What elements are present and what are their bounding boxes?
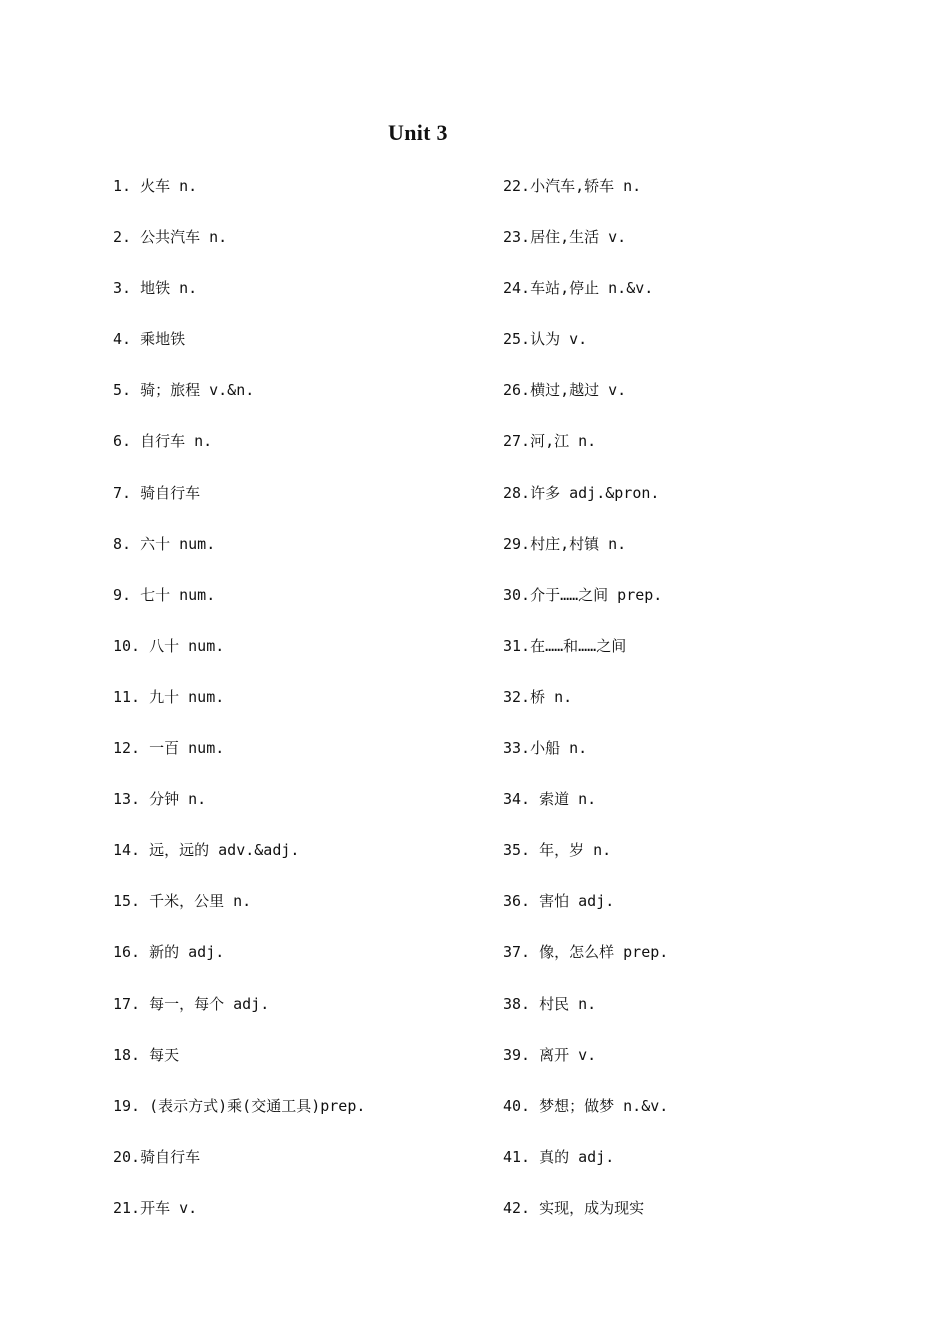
vocab-item: 1. 火车 n. [113, 177, 198, 195]
vocab-item: 17. 每一，每个 adj. [113, 994, 270, 1013]
vocab-item: 16. 新的 adj. [113, 943, 225, 962]
vocab-item: 38. 村民 n. [503, 994, 597, 1013]
vocab-item: 11. 九十 num. [113, 687, 225, 706]
vocab-item: 32.桥 n. [503, 687, 573, 706]
vocab-item: 13. 分钟 n. [113, 790, 207, 809]
vocab-item: 3. 地铁 n. [113, 279, 198, 298]
vocab-item: 21.开车 v. [113, 1198, 198, 1217]
vocab-item: 22.小汽车,轿车 n. [503, 177, 642, 195]
vocab-item: 18. 每天 [113, 1045, 180, 1064]
vocab-item: 26.横过,越过 v. [503, 381, 627, 400]
vocab-item: 33.小船 n. [503, 739, 588, 758]
vocab-item: 39. 离开 v. [503, 1045, 597, 1064]
vocab-item: 20.骑自行车 [113, 1147, 201, 1166]
vocab-item: 23.居住,生活 v. [503, 228, 627, 247]
vocab-item: 9. 七十 num. [113, 585, 216, 604]
vocab-item: 4. 乘地铁 [113, 330, 186, 349]
vocab-item: 35. 年，岁 n. [503, 841, 612, 860]
vocab-item: 41. 真的 adj. [503, 1147, 615, 1166]
page-title: Unit 3 [388, 120, 448, 145]
vocab-item: 6. 自行车 n. [113, 432, 213, 451]
vocab-item: 10. 八十 num. [113, 636, 225, 655]
vocab-item: 30.介于……之间 prep. [503, 585, 663, 604]
vocab-item: 24.车站,停止 n.&v. [503, 279, 654, 298]
vocab-item: 37. 像，怎么样 prep. [503, 943, 669, 962]
vocab-item: 40. 梦想；做梦 n.&v. [503, 1096, 669, 1115]
vocab-item: 8. 六十 num. [113, 534, 216, 553]
vocab-item: 36. 害怕 adj. [503, 892, 615, 911]
vocab-list-left [113, 174, 365, 1247]
vocab-item: 28.许多 adj.&pron. [503, 483, 660, 502]
vocab-item: 14. 远，远的 adv.&adj. [113, 841, 300, 860]
vocab-item: 12. 一百 num. [113, 739, 225, 758]
vocab-item: 5. 骑；旅程 v.&n. [113, 381, 255, 400]
vocab-item: 19. (表示方式)乘(交通工具)prep. [113, 1096, 366, 1115]
vocab-item: 42. 实现，成为现实 [503, 1198, 645, 1217]
vocab-item: 31.在……和……之间 [503, 636, 627, 655]
vocab-item: 27.河,江 n. [503, 432, 597, 451]
vocab-item: 2. 公共汽车 n. [113, 228, 228, 247]
vocab-item: 25.认为 v. [503, 330, 588, 349]
vocab-item: 29.村庄,村镇 n. [503, 534, 627, 553]
vocab-item: 15. 千米，公里 n. [113, 892, 252, 911]
vocab-item: 7. 骑自行车 [113, 483, 201, 502]
vocab-item: 34. 索道 n. [503, 790, 597, 809]
vocab-list-right [503, 174, 668, 1247]
